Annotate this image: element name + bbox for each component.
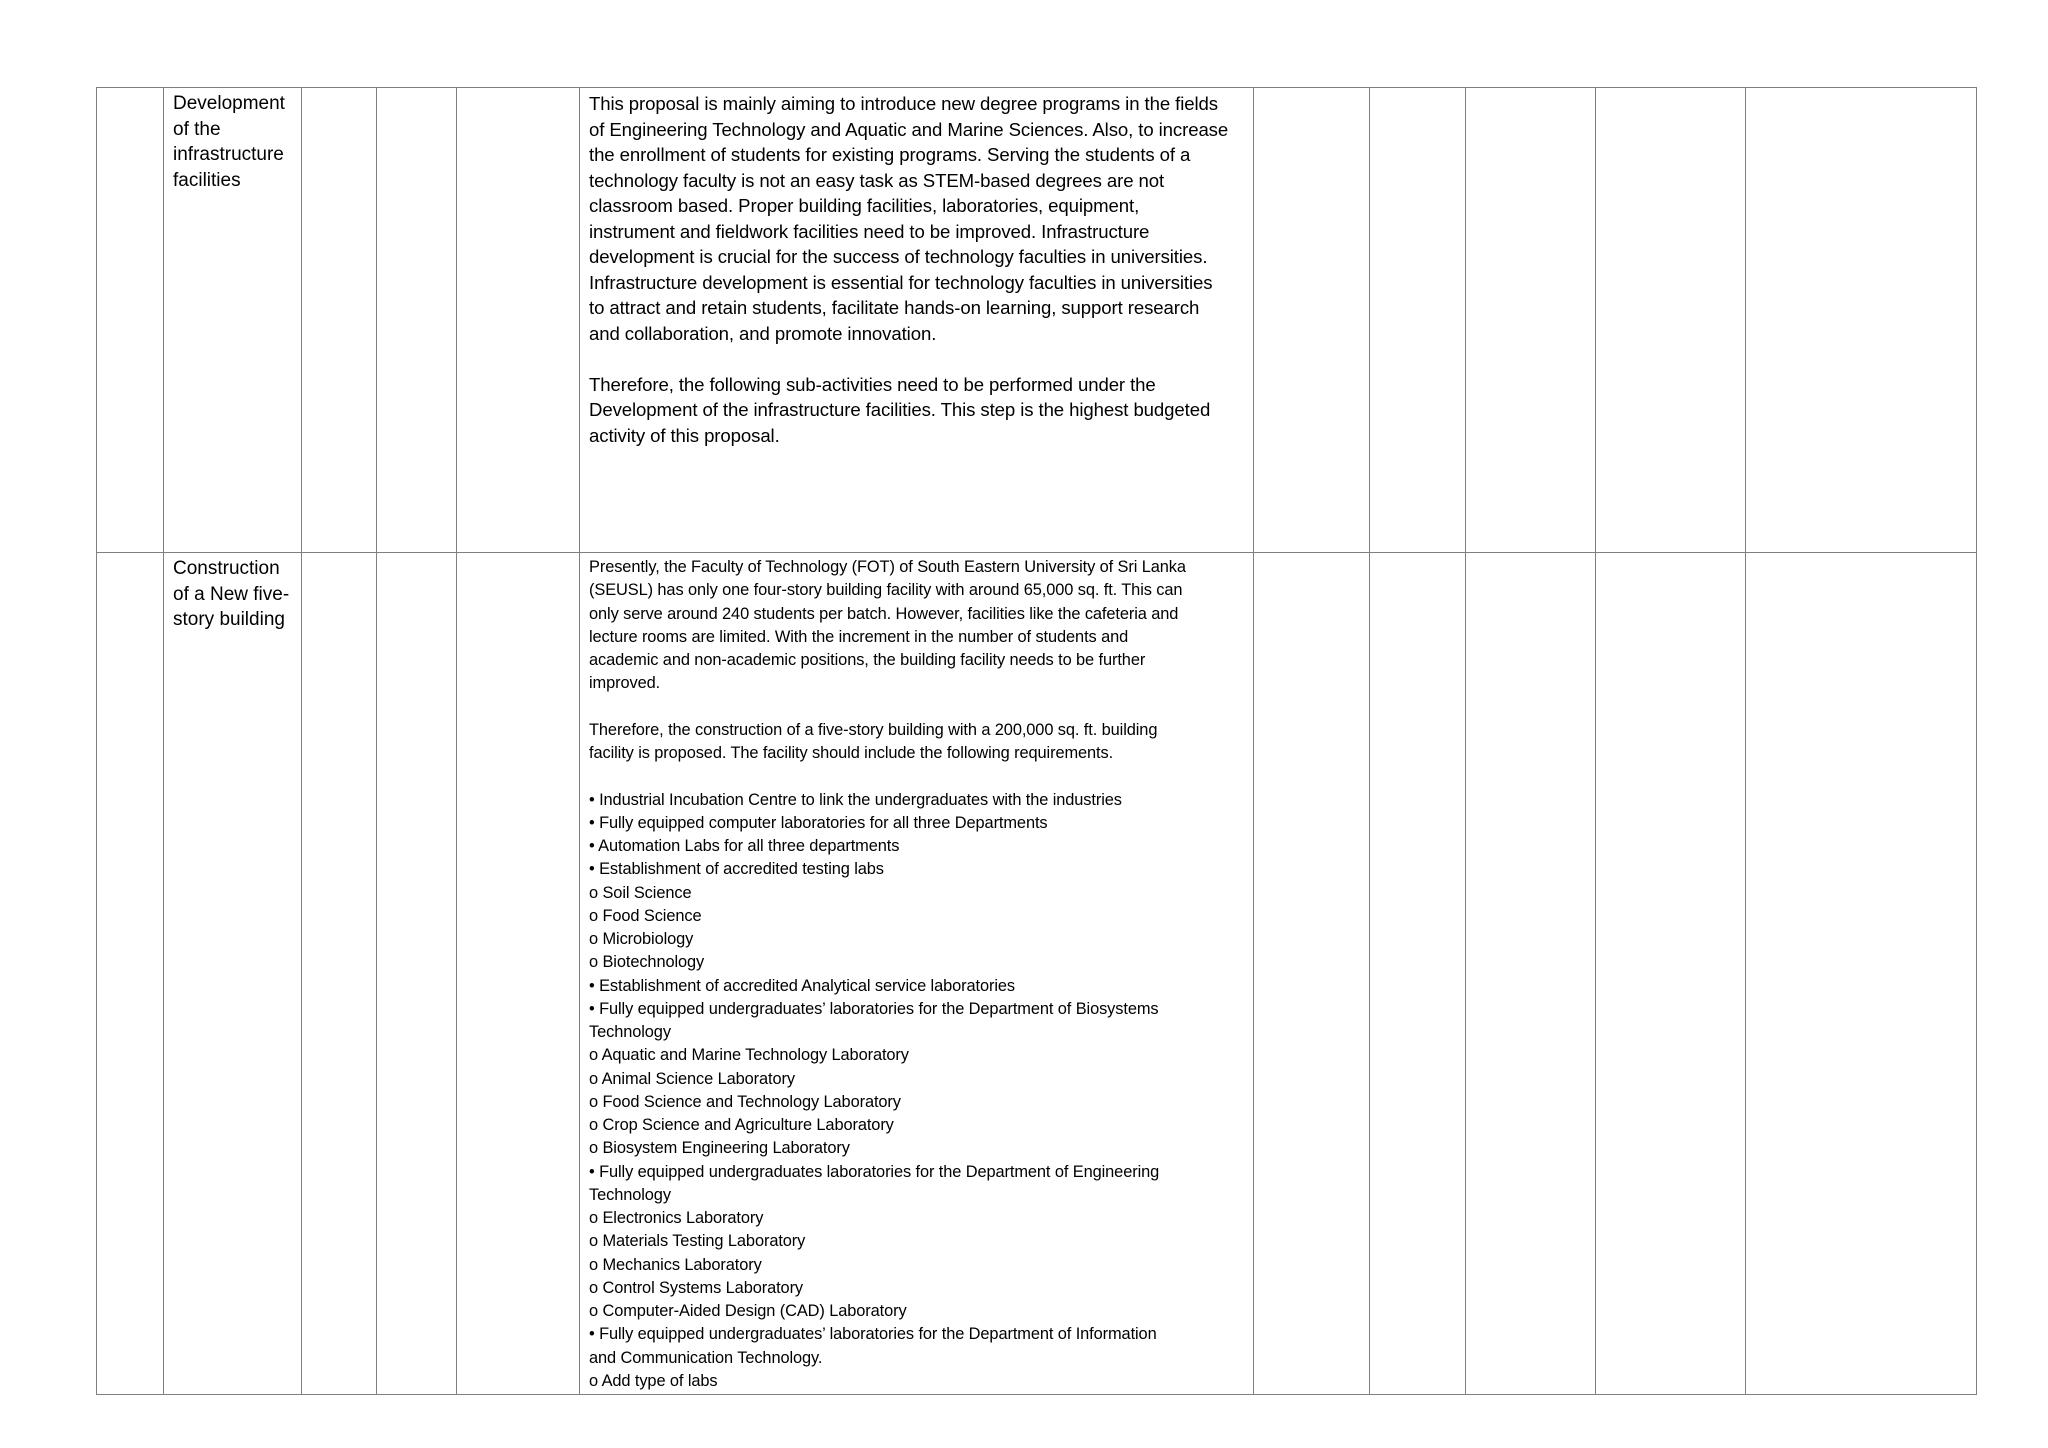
list-item: o Microbiology [589, 930, 694, 948]
empty-cell [457, 88, 580, 553]
description [580, 88, 1253, 448]
list-item: o Soil Science [589, 883, 692, 902]
empty-cell [97, 88, 164, 553]
empty-cell [1746, 553, 1977, 1395]
empty-cell [377, 553, 457, 1395]
empty-cell [302, 553, 377, 1395]
empty-cell [457, 553, 580, 1395]
list-item: • Industrial Incubation Centre to link the undergraduates with the industries [589, 790, 1122, 809]
list-item: • Establishment of accredited Analytical service laboratories [589, 976, 1016, 995]
description-paragraph: This proposal is mainly aiming to introduce new degree programs in the fields of Engineering Technology and Aquatic and Marine Sciences. Also, to increase the enrollment of students for existing programs. Serving the students of a technology faculty is not an easy task as STEM-based degrees are not classroom based. Proper building facilities, laboratories, equipment, instrument and fieldwork facilities need to be improved. Infrastructure development is crucial for the success of technology faculties in universities. Infrastructure development is essential for technology faculties in universities to attract and retain students, facilitate hands-on learning, support research and collaboration, and promote innovation. [589, 93, 1229, 344]
list-item: • Fully equipped undergraduates laboratories for the Department of Engineering Technology [589, 1162, 1160, 1204]
description-paragraph: Therefore, the following sub-activities need to be performed under the Development of the infrastructure facilities. This step is the highest budgeted activity of this proposal. [589, 373, 1211, 446]
description-paragraph: Presently, the Faculty of Technology (FOT) of South Eastern University of Sri Lanka (SEUSL) has only one four-story building facility with around 65,000 sq. ft. This can only serve around 240 students per batch. However, facilities like the cafeteria and lecture rooms are limited. With the increment in the number of students and academic and non-academic positions, the building facility needs to be further improved. [589, 558, 1186, 693]
table-row [97, 88, 1977, 553]
empty-cell [1596, 553, 1746, 1395]
activity-name: Construction of a New five- story building [173, 558, 290, 630]
empty-cell [1254, 88, 1370, 553]
empty-cell [1466, 88, 1596, 553]
list-item: • Fully equipped undergraduates’ laboratories for the Department of Information and Communication Technology. [589, 1325, 1157, 1367]
list-item: • Fully equipped undergraduates’ laboratories for the Department of Biosystems Technology [589, 999, 1159, 1041]
list-item: o Mechanics Laboratory [589, 1255, 762, 1274]
empty-cell [1370, 553, 1466, 1395]
list-item: o Add type of labs [589, 1371, 718, 1390]
list-item: o Food Science [589, 906, 702, 925]
list-item: o Materials Testing Laboratory [589, 1232, 806, 1251]
empty-cell [97, 553, 164, 1395]
empty-cell [1254, 553, 1370, 1395]
empty-cell [1596, 88, 1746, 553]
empty-cell [1466, 553, 1596, 1395]
list-item: o Biotechnology [589, 953, 705, 972]
list-item: • Establishment of accredited testing labs [589, 860, 884, 879]
table-row [97, 553, 1977, 1395]
activity-cell [164, 88, 302, 553]
description-cell [580, 553, 1254, 1395]
description-paragraph: Therefore, the construction of a five-story building with a 200,000 sq. ft. building facility is proposed. The facility should include the following requirements. [589, 720, 1158, 762]
list-item: o Electronics Laboratory [589, 1209, 764, 1227]
list-item: o Animal Science Laboratory [589, 1069, 795, 1088]
empty-cell [377, 88, 457, 553]
activity-table [96, 87, 1977, 1395]
empty-cell [1370, 88, 1466, 553]
requirements-list [589, 789, 1244, 1394]
list-item: o Food Science and Technology Laboratory [589, 1092, 901, 1111]
list-item: • Fully equipped computer laboratories for all three Departments [589, 813, 1048, 832]
list-item: o Control Systems Laboratory [589, 1278, 804, 1297]
empty-cell [302, 88, 377, 553]
activity-name: Development of the infrastructure facilities [173, 93, 285, 191]
description [580, 553, 1253, 1393]
list-item: o Biosystem Engineering Laboratory [589, 1139, 850, 1158]
empty-cell [1746, 88, 1977, 553]
activity-cell [164, 553, 302, 1395]
list-item: • Automation Labs for all three departments [589, 837, 900, 855]
list-item: o Crop Science and Agriculture Laboratory [589, 1116, 894, 1134]
list-item: o Aquatic and Marine Technology Laboratory [589, 1046, 909, 1065]
description-cell [580, 88, 1254, 553]
list-item: o Computer-Aided Design (CAD) Laboratory [589, 1302, 907, 1320]
